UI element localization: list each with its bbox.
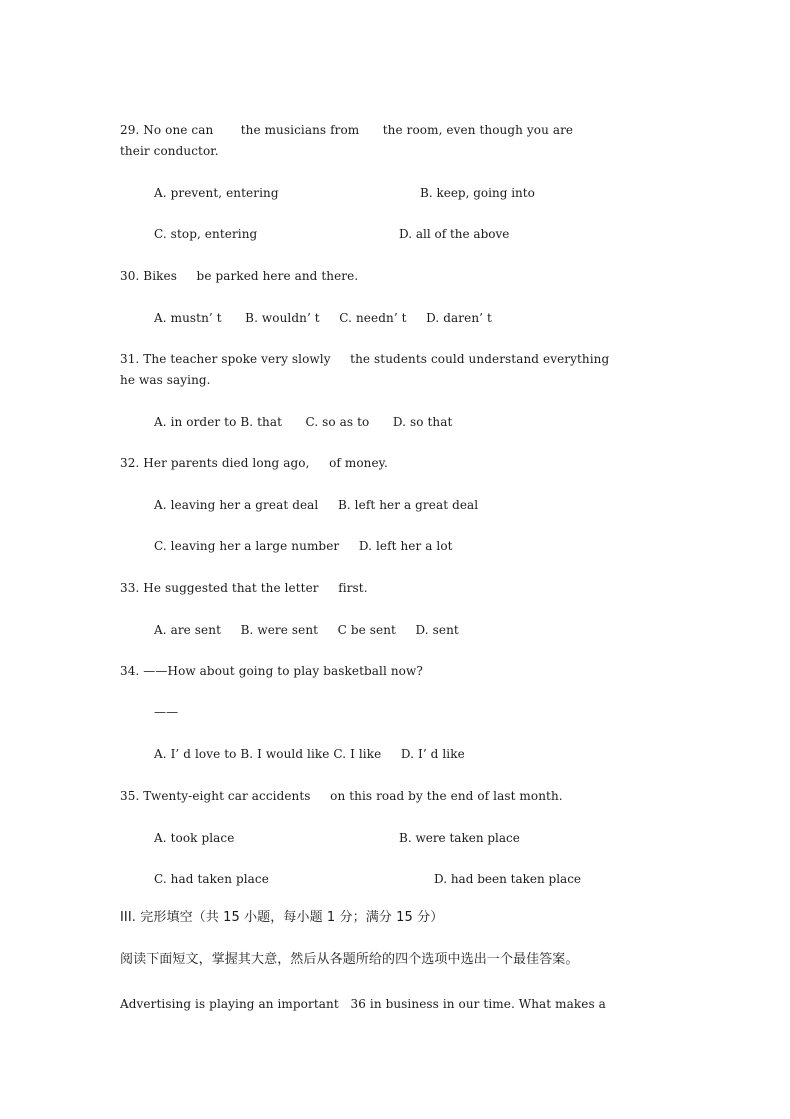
- q29-option-b: B. keep, going into: [420, 186, 535, 200]
- q29-option-d: D. all of the above: [399, 227, 510, 241]
- q30-stem: 30. Bikes be parked here and there.: [120, 269, 359, 283]
- q30-options: A. mustn’ t B. wouldn’ t C. needn’ t D. daren’ t: [154, 311, 492, 325]
- q31-options: A. in order to B. that C. so as to D. so that: [154, 415, 453, 429]
- section-instruction: 阅读下面短文，掌握其大意，然后从各题所给的四个选项中选出一个最佳答案。: [120, 952, 579, 967]
- q35-stem: 35. Twenty-eight car accidents on this road by the end of last month.: [120, 789, 563, 803]
- q29-stem-line2: their conductor.: [120, 144, 219, 158]
- q32-options-row2: C. leaving her a large number D. left her a lot: [154, 539, 453, 553]
- q34-stem: 34. ——How about going to play basketball now?: [120, 664, 423, 678]
- q32-options-row1: A. leaving her a great deal B. left her a great deal: [154, 498, 479, 512]
- q35-option-d: D. had been taken place: [434, 872, 582, 886]
- section-heading: III. 完形填空（共 15 小题，每小题 1 分；满分 15 分）: [120, 910, 444, 925]
- q32-stem: 32. Her parents died long ago, of money.: [120, 456, 388, 470]
- q31-stem-line2: he was saying.: [120, 373, 211, 387]
- q35-option-b: B. were taken place: [399, 831, 520, 845]
- q33-stem: 33. He suggested that the letter first.: [120, 581, 368, 595]
- q34-reply-dash: ——: [154, 705, 179, 719]
- passage-first-line: Advertising is playing an important 36 in business in our time. What makes a: [120, 997, 606, 1011]
- q35-option-a: A. took place: [154, 831, 235, 845]
- q31-stem-line1: 31. The teacher spoke very slowly the students could understand everything: [120, 352, 610, 366]
- q35-option-c: C. had taken place: [154, 872, 269, 886]
- q29-stem-line1: 29. No one can the musicians from the room, even though you are: [120, 123, 574, 137]
- q33-options: A. are sent B. were sent C be sent D. sent: [154, 623, 459, 637]
- q29-option-c: C. stop, entering: [154, 227, 258, 241]
- q34-options: A. I’ d love to B. I would like C. I like D. I’ d like: [154, 747, 465, 761]
- q29-option-a: A. prevent, entering: [154, 186, 279, 200]
